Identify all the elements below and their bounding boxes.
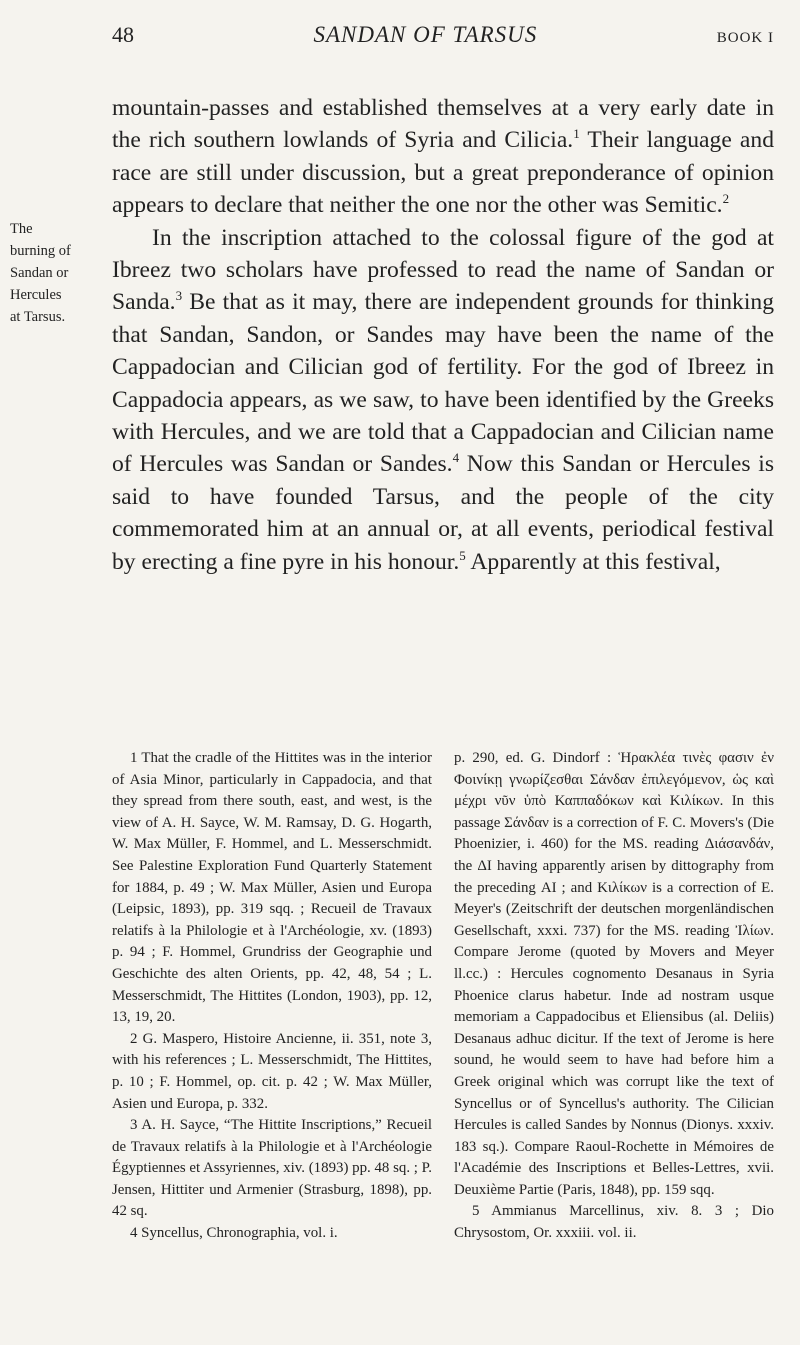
- footnote-4-continued: p. 290, ed. G. Dindorf : Ἡρακλέα τινὲς φασιν ἐν Φοινίκῃ γνωρίζεσθαι Σάνδαν ἐπιλεγόμενον, ὡς καὶ μέχρι νῦν ὑπὸ Καππαδόκων καὶ Κιλίκων. In this passage Σάνδαν is a correction of F. C. Movers's (Die Phoenizier, i. 460) for the MS. reading Διάσανδάν, the ΔΙ having apparently arisen by dittography from the preceding ΑΙ ; and Κιλίκων is a correction of E. Meyer's (Zeitschrift der deutschen morgenländischen Gesellschaft, xxxi. 737) for the MS. reading Ἰλίων. Compare Jerome (quoted by Movers and Meyer ll.cc.) : Hercules cognomento Desanaus in Syria Phoenice clarus habetur. Inde ad nostram usque memoriam a Cappadocibus et Eliensibus (al. Deliis) Desanaus adhuc dicitur. If the text of Jerome is here sound, he would seem to have had before him a Greek original which was corrupt like the text of Syncellus or of Syncellus's authority. The Cilician Hercules is called Sandes by Nonnus (Dionys. xxxiv. 183 sq.). Compare Raoul-Rochette in Mémoires de l'Académie des Inscriptions et Belles-Lettres, xvii. Deuxième Partie (Paris, 1848), pp. 159 sqq.: [454, 750, 774, 1198]
- footnotes-right-column: [454, 748, 774, 1245]
- footnote-ref[interactable]: 4: [452, 450, 460, 466]
- footnote-ref[interactable]: 2: [722, 191, 730, 207]
- footnote-3: 3 A. H. Sayce, “The Hittite Inscriptions,” Recueil de Travaux relatifs à la Philologie et à l'Archéologie Égyptiennes et Assyriennes, xiv. (1893) pp. 48 sq. ; P. Jensen, Hittiter und Armenier (Strasburg, 1898), pp. 42 sq.: [112, 1117, 432, 1220]
- footnotes-left-column: [112, 748, 432, 1245]
- running-title: SANDAN OF TARSUS: [313, 22, 538, 47]
- footnote-ref[interactable]: 1: [573, 126, 580, 142]
- sidenote-line: Sandan or: [10, 265, 69, 281]
- paragraph-continued: mountain-passes and established themselves at a very early date in the rich southern lowlands of Syria and Cilicia.$^1$ Their language and race are still under discussion, but a great preponderance of opinion appears to declare that neither the one nor the other was Semitic.$^2$: [112, 95, 774, 219]
- sidenote-line: Hercules: [10, 287, 62, 303]
- margin-sidenote: [10, 218, 96, 328]
- sidenote-line: burning of: [10, 243, 71, 259]
- footnotes: [112, 748, 774, 1245]
- footnote-1: 1 That the cradle of the Hittites was in the interior of Asia Minor, particularly in Cappadocia, and that they spread from there south, east, and west, is the view of A. H. Sayce, W. M. Ramsay, D. G. Hogarth, W. Max Müller, F. Hommel, and L. Messerschmidt. See Palestine Exploration Fund Quarterly Statement for 1884, p. 49 ; W. Max Müller, Asien und Europa (Leipsic, 1893), pp. 319 sqq. ; Recueil de Travaux relatifs à la Philologie et à l'Archéologie, xv. (1893) p. 94 ; F. Hommel, Grundriss der Geographie und Geschichte des alten Orients, pp. 42, 48, 54 ; L. Messerschmidt, The Hittites (London, 1903), pp. 12, 13, 19, 20.: [112, 750, 432, 1026]
- footnote-ref[interactable]: 5: [459, 547, 466, 563]
- page-header: [112, 22, 774, 62]
- sidenote-line: The: [10, 221, 33, 237]
- footnote-4: 4 Syncellus, Chronographia, vol. i.: [130, 1225, 338, 1242]
- page-number: 48: [112, 22, 134, 47]
- main-text: [112, 92, 774, 578]
- book-label: BOOK I: [716, 30, 774, 46]
- footnote-5: 5 Ammianus Marcellinus, xiv. 8. 3 ; Dio Chrysostom, Or. xxxiii. vol. ii.: [454, 1203, 774, 1242]
- footnote-2: 2 G. Maspero, Histoire Ancienne, ii. 351, note 3, with his references ; L. Messerschmidt, The Hittites, p. 10 ; F. Hommel, op. cit. p. 42 ; W. Max Müller, Asien und Europa, p. 332.: [112, 1030, 432, 1112]
- sidenote-line: at Tarsus.: [10, 309, 66, 325]
- footnote-ref[interactable]: 3: [175, 288, 183, 304]
- paragraph-sandan: In the inscription attached to the colossal figure of the god at Ibreez two scholars have professed to read the name of Sandan or Sanda.$^3$ Be that as it may, there are independent grounds for thinking that Sandan, Sandon, or Sandes may have been the name of the Cappadocian and Cilician god of fertility. For the god of Ibreez in Cappadocia appears, as we saw, to have been identified by the Greeks with Hercules, and we are told that a Cappadocian and Cilician name of Hercules was Sandan or Sandes.$^4$ Now this Sandan or Hercules is said to have founded Tarsus, and the people of the city commemorated him at an annual or, at all events, periodical festival by erecting a fine pyre in his honour.$^5$ Apparently at this festival,: [112, 224, 774, 575]
